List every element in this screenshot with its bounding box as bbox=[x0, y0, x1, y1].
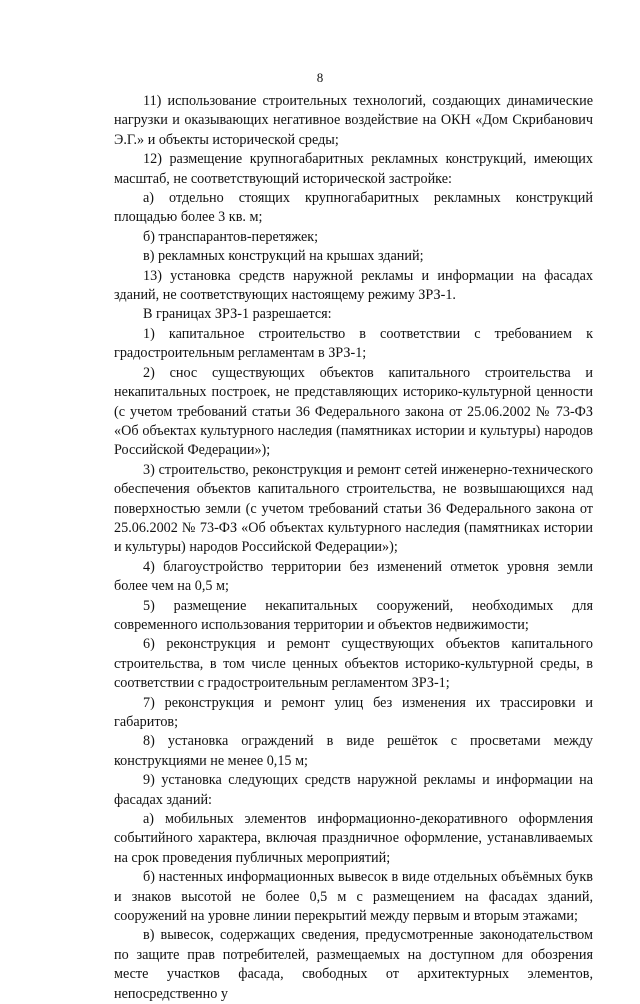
paragraph-allowed-9-b: б) настенных информационных вывесок в виде отдельных объёмных букв и знаков высотой не более 0,5 м с размещением на фасадах зданий, сооружений на уровне линии перекрытий между первым и вторым этажами; bbox=[114, 869, 593, 925]
paragraph-item-11: 11) использование строительных технологий, создающих динамические нагрузки и оказывающих негативное воздействие на ОКН «Дом Скрибанович Э.Г.» и объекты исторической среды; bbox=[114, 93, 593, 148]
paragraph-allowed-2: 2) снос существующих объектов капитального строительства и некапитальных построек, не представляющих историко-культурной ценности (с учетом требований статьи 36 Федерального закона от 25.06.2002 № 73-ФЗ «Об объектах культурного наследия (памятниках истории и культуры) народов Российской Федерации»); bbox=[114, 364, 593, 459]
paragraph-allowed-1: 1) капитальное строительство в соответствии с требованием к градостроительным регламентам в ЗРЗ-1; bbox=[114, 325, 593, 362]
paragraph-subitem-v: в) рекламных конструкций на крышах зданий; bbox=[143, 248, 424, 265]
paragraph-item-13: 13) установка средств наружной рекламы и информации на фасадах зданий, не соответствующих настоящему режиму ЗРЗ-1. bbox=[114, 267, 593, 304]
paragraph-subitem-a: а) отдельно стоящих крупногабаритных рекламных конструкций площадью более 3 кв. м; bbox=[114, 190, 593, 226]
document-body bbox=[114, 92, 593, 1004]
paragraph-allowed-9: 9) установка следующих средств наружной рекламы и информации на фасадах зданий: bbox=[114, 772, 593, 808]
paragraph-item-12: 12) размещение крупногабаритных рекламных конструкций, имеющих масштаб, не соответствующий исторической застройке: bbox=[114, 151, 593, 187]
section-heading-allowed: В границах ЗРЗ-1 разрешается: bbox=[143, 306, 332, 323]
page-number: 8 bbox=[316, 70, 324, 85]
paragraph-allowed-3: 3) строительство, реконструкция и ремонт сетей инженерно-технического обеспечения объектов капитального строительства, не возвышающихся над поверхностью земли (с учетом требований статьи 36 Федерального закона от 25.06.2002 № 73-ФЗ «Об объектах культурного наследия (памятниках истории и культуры) народов Российской Федерации»); bbox=[114, 461, 593, 556]
paragraph-allowed-4: 4) благоустройство территории без изменений отметок уровня земли более чем на 0,5 м; bbox=[114, 558, 593, 595]
paragraph-allowed-9-a: а) мобильных элементов информационно-декоративного оформления событийного характера, включая праздничное оформление, устанавливаемых на срок проведения публичных мероприятий; bbox=[114, 811, 593, 866]
paragraph-subitem-b: б) транспарантов-перетяжек; bbox=[143, 228, 319, 245]
paragraph-allowed-8: 8) установка ограждений в виде решёток с просветами между конструкциями не менее 0,15 м; bbox=[114, 733, 593, 769]
paragraph-allowed-5: 5) размещение некапитальных сооружений, необходимых для современного использования территории и объектов недвижимости; bbox=[114, 597, 593, 633]
paragraph-allowed-9-v: в) вывесок, содержащих сведения, предусмотренные законодательством по защите прав потребителей, размещаемых на доступном для обозрения месте участков фасада, свободных от архитектурных элементов, непосредственно у bbox=[114, 927, 593, 1002]
paragraph-allowed-7: 7) реконструкция и ремонт улиц без изменения их трассировки и габаритов; bbox=[114, 694, 593, 730]
paragraph-allowed-6: 6) реконструкция и ремонт существующих объектов капитального строительства, в том числе ценных объектов историко-культурной среды, в соответствии с градостроительным регламентом ЗРЗ-1; bbox=[114, 636, 593, 692]
